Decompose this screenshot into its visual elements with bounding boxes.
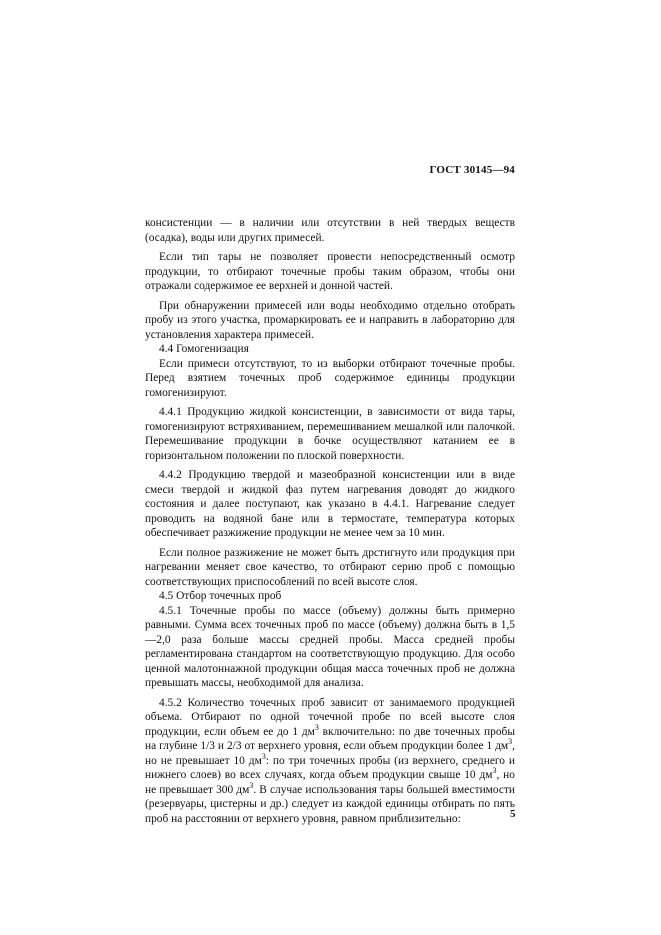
superscript: 3 (508, 737, 513, 747)
page-number: 5 (510, 808, 516, 820)
paragraph: 4.5.1 Точечные пробы по массе (объему) должны быть примерно равными. Сумма всех точечных проб по массе (объему) должна быть в 1,5—2,0 раза больше массы средней пробы. Масса средней пробы регламентирована стандартом на соответствующую продукцию. Для особо ценной малотоннажной продукции общая масса точечных проб не должна превышать массы, необходимой для анализа. (145, 604, 515, 689)
text-run: включительно: по две точечных пробы на глубине 1/3 и 2/3 от верхнего уровня, если объем продукции более 1 дм (145, 725, 515, 752)
paragraph: консистенции — в наличии или отсутствии в ней твердых веществ (осадка), воды или других примесей. (145, 217, 515, 244)
section-heading: 4.4 Гомогенизация (159, 343, 249, 355)
document-body (145, 216, 515, 831)
text-run: 4.5.2 Количество точечных проб зависит от занимаемого продукцией объема. Отбирают по одной точечной пробе по всей высоте слоя продукции, если объем ее до 1 дм (145, 696, 515, 738)
paragraph: Если примеси отсутствуют, то из выборки отбирают точечные пробы. Перед взятием точечных проб содержимое единицы продукции гомогенизируют. (145, 357, 515, 399)
superscript: 3 (492, 766, 497, 776)
text-run: : по три точечных пробы (из верхнего, среднего и нижнего слоев) во всех случаях, когда объем продукции свыше 10 дм (145, 754, 515, 781)
superscript: 3 (314, 722, 319, 732)
document-header-id: ГОСТ 30145—94 (429, 164, 515, 176)
paragraph: 4.4.1 Продукцию жидкой консистенции, в зависимости от вида тары, гомогенизируют встряхиванием, перемешиванием мешалкой или палочкой. Перемешивание продукции в бочке осуществляют катанием ее в горизонтальном положении по плоской поверхности. (145, 406, 515, 462)
superscript: 3 (249, 780, 254, 790)
paragraph: Если тип тары не позволяет провести непосредственный осмотр продукции, то отбирают точечные пробы таким образом, чтобы они отражали содержимое ее верхней и донной частей. (145, 251, 515, 292)
paragraph: Если полное разжижение не может быть дрстигнуто или продукция при нагревании меняет свое качество, то отбирают серию проб с помощью соответствующих приспособлений по всей высоте слоя. (145, 546, 515, 588)
paragraph-4-5-2 (145, 696, 515, 827)
section-heading: 4.5 Отбор точечных проб (159, 590, 282, 602)
paragraph: 4.4.2 Продукцию твердой и мазеобразной консистенции или в виде смеси твердой и жидкой фаз путем нагревания доводят до жидкого состояния и далее поступают, как указано в 4.4.1. Нагревание следует проводить на водяной бане или в термостате, температура которых обеспечивает разжижение продукции не менее чем за 10 мин. (145, 469, 515, 539)
text-run: , но не превышает 300 дм (145, 769, 515, 796)
text-run: . В случае использования тары большей вместимости (резервуары, цистерны и др.) следует из каждой единицы отбирать по пять проб на расстоянии от верхнего уровня, равном приблизительно: (145, 783, 515, 825)
superscript: 3 (261, 751, 266, 761)
paragraph: При обнаружении примесей или воды необходимо отдельно отобрать пробу из этого участка, промаркировать ее и направить в лабораторию для установления характера примесей. (145, 299, 515, 341)
text-run: , но не превышает 10 дм (145, 740, 515, 767)
